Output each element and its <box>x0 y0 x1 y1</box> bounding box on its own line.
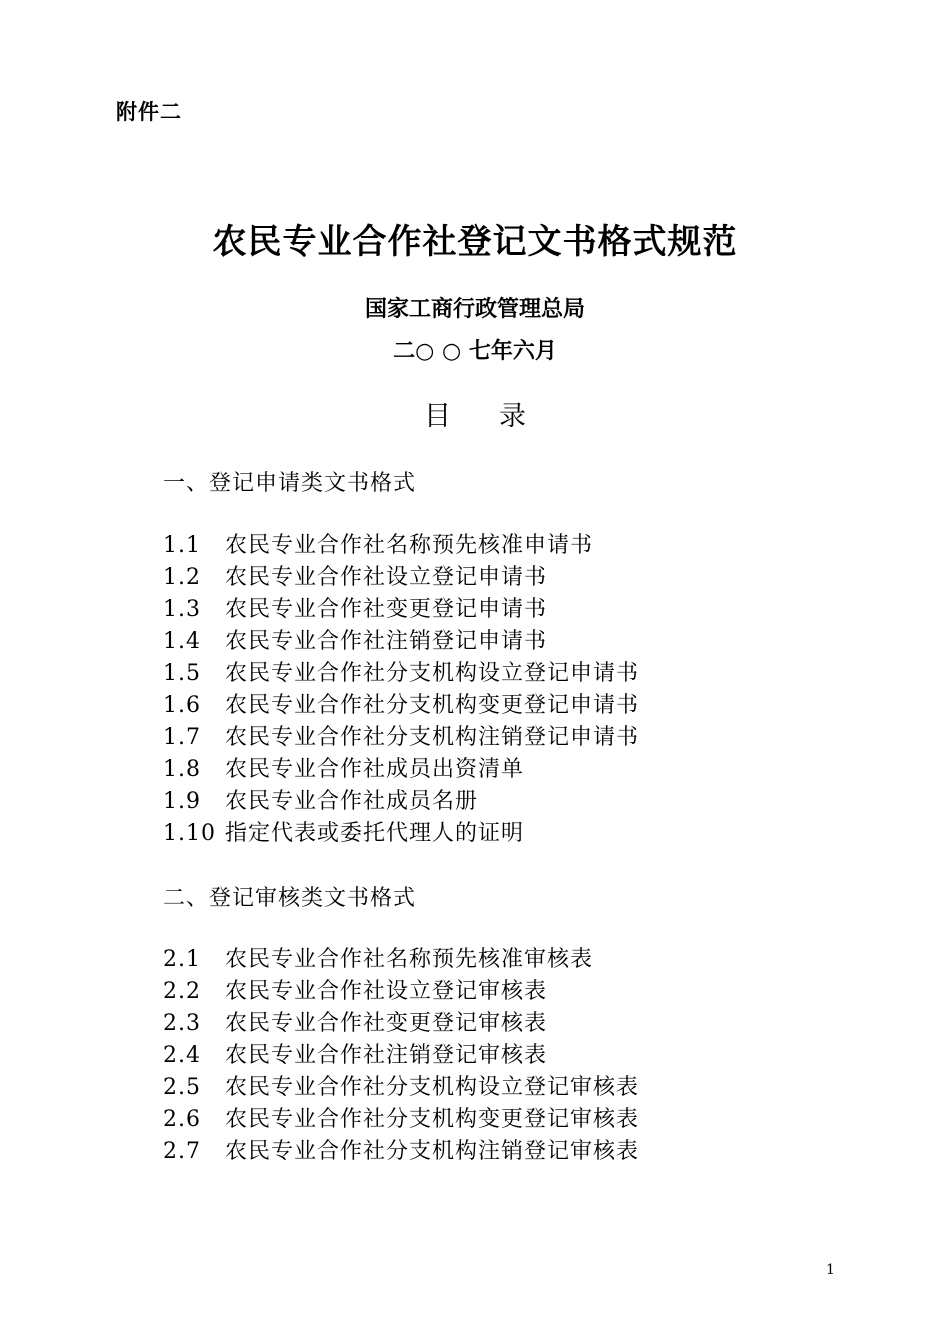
item-number: 2.4 <box>163 1043 201 1068</box>
list-item <box>163 786 639 818</box>
item-text: 农民专业合作社成员名册 <box>225 789 479 814</box>
item-text: 农民专业合作社变更登记申请书 <box>225 597 548 622</box>
toc-heading-right: 录 <box>499 401 526 432</box>
item-number: 2.7 <box>163 1139 201 1164</box>
list-item <box>163 690 639 722</box>
item-number: 1.9 <box>163 789 201 814</box>
document-title: 农民专业合作社登记文书格式规范 <box>212 222 738 262</box>
list-item <box>163 562 639 594</box>
item-number: 1.8 <box>163 757 201 782</box>
item-text: 农民专业合作社注销登记申请书 <box>225 629 548 654</box>
item-text: 农民专业合作社设立登记审核表 <box>225 979 548 1004</box>
item-text: 农民专业合作社分支机构设立登记审核表 <box>225 1075 640 1100</box>
toc-heading <box>0 394 950 433</box>
item-text: 农民专业合作社分支机构设立登记申请书 <box>225 661 640 686</box>
section-title-application: 一、登记申请类文书格式 <box>163 471 417 496</box>
list-item <box>163 818 639 850</box>
list-item <box>163 722 639 754</box>
item-number: 1.5 <box>163 661 201 686</box>
item-text: 农民专业合作社名称预先核准申请书 <box>225 533 594 558</box>
toc-heading-left: 目 <box>424 401 451 432</box>
list-item <box>163 1008 639 1040</box>
item-text: 农民专业合作社注销登记审核表 <box>225 1043 548 1068</box>
item-number: 1.3 <box>163 597 201 622</box>
item-number: 1.4 <box>163 629 201 654</box>
item-text: 农民专业合作社分支机构注销登记审核表 <box>225 1139 640 1164</box>
toc-list-application <box>163 530 639 850</box>
item-text: 农民专业合作社分支机构变更登记申请书 <box>225 693 640 718</box>
item-text: 农民专业合作社名称预先核准审核表 <box>225 947 594 972</box>
item-number: 2.2 <box>163 979 201 1004</box>
item-number: 2.1 <box>163 947 201 972</box>
item-number: 2.5 <box>163 1075 201 1100</box>
item-text: 农民专业合作社分支机构注销登记申请书 <box>225 725 640 750</box>
attachment-label: 附件二 <box>116 100 182 124</box>
item-number: 1.10 <box>163 821 216 846</box>
item-number: 1.7 <box>163 725 201 750</box>
list-item <box>163 1040 639 1072</box>
item-text: 农民专业合作社变更登记审核表 <box>225 1011 548 1036</box>
list-item <box>163 658 639 690</box>
list-item <box>163 944 639 976</box>
item-number: 1.6 <box>163 693 201 718</box>
list-item <box>163 594 639 626</box>
list-item <box>163 530 639 562</box>
item-number: 2.3 <box>163 1011 201 1036</box>
item-number: 1.1 <box>163 533 201 558</box>
item-text: 指定代表或委托代理人的证明 <box>225 821 525 846</box>
item-text: 农民专业合作社分支机构变更登记审核表 <box>225 1107 640 1132</box>
item-text: 农民专业合作社设立登记申请书 <box>225 565 548 590</box>
item-number: 2.6 <box>163 1107 201 1132</box>
list-item <box>163 754 639 786</box>
list-item <box>163 1104 639 1136</box>
issuer: 国家工商行政管理总局 <box>364 297 585 322</box>
toc-list-review <box>163 944 639 1168</box>
item-text: 农民专业合作社成员出资清单 <box>225 757 525 782</box>
item-number: 1.2 <box>163 565 201 590</box>
page-number: 1 <box>826 1262 835 1278</box>
list-item <box>163 1072 639 1104</box>
list-item <box>163 1136 639 1168</box>
issue-date: 二○ ○ 七年六月 <box>393 339 557 364</box>
list-item <box>163 626 639 658</box>
list-item <box>163 976 639 1008</box>
section-title-review: 二、登记审核类文书格式 <box>163 886 417 911</box>
